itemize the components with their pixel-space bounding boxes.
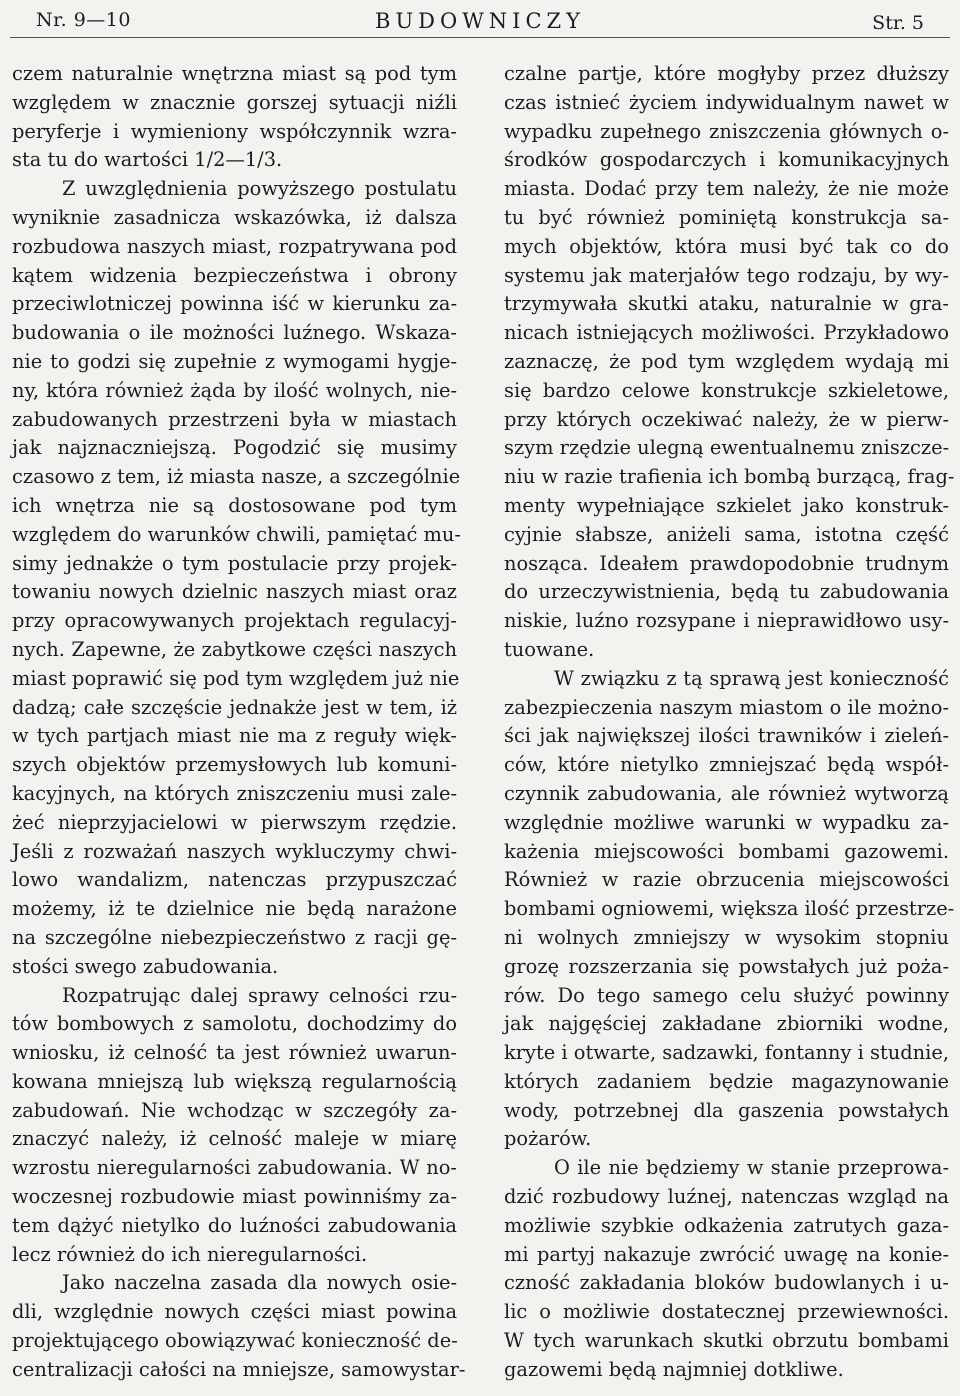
text-line: ni wolnych zmniejszy w wysokim stopniu xyxy=(504,925,949,949)
text-line: bombami ogniowemi, większa ilość przestrze- xyxy=(504,897,955,921)
text-line: kowana mniejszą lub większą regularnością xyxy=(12,1069,457,1093)
text-line: których zadaniem będzie magazynowanie xyxy=(504,1069,949,1093)
text-line: miasta. Dodać przy tem należy, że nie może xyxy=(504,177,949,201)
text-line: Z uwzględnienia powyższego postulatu xyxy=(62,177,457,201)
text-line: względem w znacznie gorszej sytuacji niźli xyxy=(12,90,457,114)
text-line: niskie, luźno rozsypane i nieprawidłowo usy- xyxy=(504,609,949,633)
text-line: wyniknie zasadnicza wskazówka, iż dalsza xyxy=(12,205,457,229)
text-line: czasowo z tem, iż miasta nasze, a szczególnie xyxy=(12,465,461,489)
text-line: żeć nieprzyjacielowi w pierwszym rzędzie. xyxy=(12,810,457,834)
text-line: nicach istniejących możliwości. Przykładowo xyxy=(504,321,949,345)
text-line: miast poprawić się pod tym względem już nie xyxy=(12,666,460,690)
text-line: mi partyj nakazuje zwrócić uwagę na konie- xyxy=(504,1242,949,1266)
text-line: zabudowań. Nie wchodząc w szczegóły za- xyxy=(12,1098,457,1122)
text-line: towaniu nowych dzielnic naszych miast oraz xyxy=(12,580,457,604)
text-line: jak najznaczniejszą. Pogodzić się musimy xyxy=(12,436,457,460)
text-line: zabudowanych przestrzeni była w miastach xyxy=(12,407,457,431)
text-line: wniosku, iż celność ta jest również uwarun- xyxy=(12,1041,457,1065)
text-line: W tych warunkach skutki obrzutu bombami xyxy=(504,1329,949,1353)
text-line: czność zakładania bloków budowlanych i u- xyxy=(504,1271,949,1295)
text-line: każenia miejscowości bombami gazowemi. xyxy=(504,839,949,863)
text-line: lowo wandalizm, natenczas przypuszczać xyxy=(12,868,457,892)
text-line: dadzą; całe szczęście jednakże jest w tem, iż xyxy=(12,695,457,719)
text-line: menty wypełniające szkielet jako konstruk- xyxy=(504,493,949,517)
text-line: nie to godzi się zupełnie z wymogami hygje- xyxy=(12,349,457,373)
left-text-column xyxy=(12,60,466,1385)
text-line: szych objektów przemysłowych lub komuni- xyxy=(12,753,457,777)
text-line: Również w razie obrzucenia miejscowości xyxy=(504,868,949,892)
text-line: peryferje i wymieniony współczynnik wzra- xyxy=(12,119,457,143)
text-line: niu w razie trafienia ich bombą burzącą, frag- xyxy=(504,465,955,489)
text-line: sta tu do wartości 1/2—1/3. xyxy=(12,148,283,172)
issue-number: Nr. 9—10 xyxy=(36,9,131,31)
text-line: możliwie szybkie odkażenia zatrutych gaza- xyxy=(504,1213,949,1237)
text-line: się bardzo celowe konstrukcje szkieletowe, xyxy=(504,378,949,402)
text-line: czynnik zabudowania, ale również wytworzą xyxy=(504,781,949,805)
text-line: projektującego obowiązywać konieczność de- xyxy=(12,1329,458,1353)
text-line: simy jednakże o tym postulacie przy projek- xyxy=(12,551,457,575)
text-line: czalne partje, które mogłyby przez dłuższy xyxy=(504,62,949,85)
text-line: wzrostu nieregularności zabudowania. W no- xyxy=(12,1156,457,1180)
text-line: kątem widzenia bezpieczeństwa i obrony xyxy=(12,263,457,287)
text-line: ców, które nietylko zmniejszać będą współ- xyxy=(504,753,949,777)
text-line: przy opracowywanych projektach regulacyj- xyxy=(12,609,457,633)
text-line: W związku z tą sprawą jest konieczność xyxy=(554,666,949,690)
text-line: cyjnie słabsze, aniżeli sama, istotna część xyxy=(504,522,949,546)
text-line: środków gospodarczych i komunikacyjnych xyxy=(504,148,949,172)
text-line: grozę rozszerzania się powstałych już poża- xyxy=(504,954,949,978)
text-line: nosząca. Ideałem prawdopodobnie trudnym xyxy=(504,551,949,575)
text-line: O ile nie będziemy w stanie przeprowa- xyxy=(554,1156,949,1180)
text-line: ich wnętrza nie są dostosowane pod tym xyxy=(12,493,457,517)
text-line: tem dążyć nietylko do luźności zabudowania xyxy=(12,1213,457,1237)
text-line: tu być również pominiętą konstrukcja sa- xyxy=(504,205,949,229)
text-line: znaczyć należy, iż celność maleje w miarę xyxy=(12,1127,457,1151)
text-line: kacyjnych, na których zniszczeniu musi zale- xyxy=(12,781,457,805)
text-line: Jako naczelna zasada dla nowych osie- xyxy=(62,1271,457,1295)
text-line: kryte i otwarte, sadzawki, fontanny i studnie, xyxy=(504,1041,949,1065)
text-line: gazowemi będą najmniej dotkliwe. xyxy=(504,1357,844,1381)
text-line: lecz również do ich nieregularności. xyxy=(12,1242,368,1266)
header-rule xyxy=(10,37,950,38)
text-line: zaznaczę, że pod tym względem wydają mi xyxy=(504,349,949,373)
text-line: Rozpatrując dalej sprawy celności rzu- xyxy=(62,983,457,1007)
text-line: trzymywała skutki ataku, naturalnie w gra- xyxy=(504,292,949,316)
text-line: rów. Do tego samego celu służyć powinny xyxy=(504,983,949,1007)
text-line: lic o możliwie dostatecznej przewiewności. xyxy=(504,1300,949,1324)
running-header xyxy=(0,0,960,42)
text-line: zabezpieczenia naszym miastom o ile możno- xyxy=(504,695,949,719)
text-line: dli, względnie nowych części miast powina xyxy=(12,1300,457,1324)
text-line: do urzeczywistnienia, będą tu zabudowania xyxy=(504,580,949,604)
text-line: woczesnej rozbudowie miast powinniśmy za- xyxy=(12,1185,457,1209)
text-line: szym rzędzie ulegną ewentualnemu zniszcze- xyxy=(504,436,950,460)
text-line: względem do warunków chwili, pamiętać mu- xyxy=(12,522,461,546)
text-line: ny, która również żąda by ilość wolnych, nie- xyxy=(12,378,457,402)
text-line: względnie możliwe warunki w wypadku za- xyxy=(504,810,949,834)
text-line: systemu jak materjałów tego rodzaju, by wy- xyxy=(504,263,949,287)
text-line: czas istnieć życiem indywidualnym nawet w xyxy=(504,90,949,114)
text-line: mych objektów, która musi być tak co do xyxy=(504,234,949,258)
right-text-column xyxy=(504,60,955,1385)
text-line: tów bombowych z samolotu, dochodzimy do xyxy=(12,1012,457,1036)
text-line: tuowane. xyxy=(504,637,595,661)
text-line: stości swego zabudowania. xyxy=(12,954,279,978)
page-number: Str. 5 xyxy=(872,12,924,34)
text-line: Jeśli z rozważań naszych wykluczymy chwi- xyxy=(12,839,457,863)
text-line: centralizacji całości na mniejsze, samowystar- xyxy=(12,1357,466,1381)
text-line: dzić rozbudowy luźnej, natenczas wzgląd na xyxy=(504,1185,949,1209)
text-line: budowania o ile możności luźnego. Wskaza- xyxy=(12,321,457,345)
text-line: jak najgęściej zakładane zbiorniki wodne, xyxy=(504,1012,949,1036)
text-line: czem naturalnie wnętrzna miast są pod tym xyxy=(12,62,457,85)
text-line: ści jak największej ilości trawników i zieleń- xyxy=(504,724,949,748)
journal-title: BUDOWNICZY xyxy=(375,9,585,33)
text-line: przeciwlotniczej powinna iść w kierunku za- xyxy=(12,292,457,316)
text-line: na szczególne niebezpieczeństwo z racji gę- xyxy=(12,925,457,949)
text-line: przy których oczekiwać należy, że w pierw- xyxy=(504,407,949,431)
text-line: w tych partjach miast nie ma z reguły więk- xyxy=(12,724,457,748)
text-line: wody, potrzebnej dla gaszenia powstałych xyxy=(504,1098,949,1122)
text-line: rozbudowa naszych miast, rozpatrywana pod xyxy=(12,234,457,258)
text-line: nych. Zapewne, że zabytkowe części naszych xyxy=(12,637,457,661)
text-line: wypadku zupełnego zniszczenia głównych o- xyxy=(504,119,949,143)
text-line: pożarów. xyxy=(504,1127,592,1151)
text-line: możemy, iż te dzielnice nie będą narażone xyxy=(12,897,457,921)
